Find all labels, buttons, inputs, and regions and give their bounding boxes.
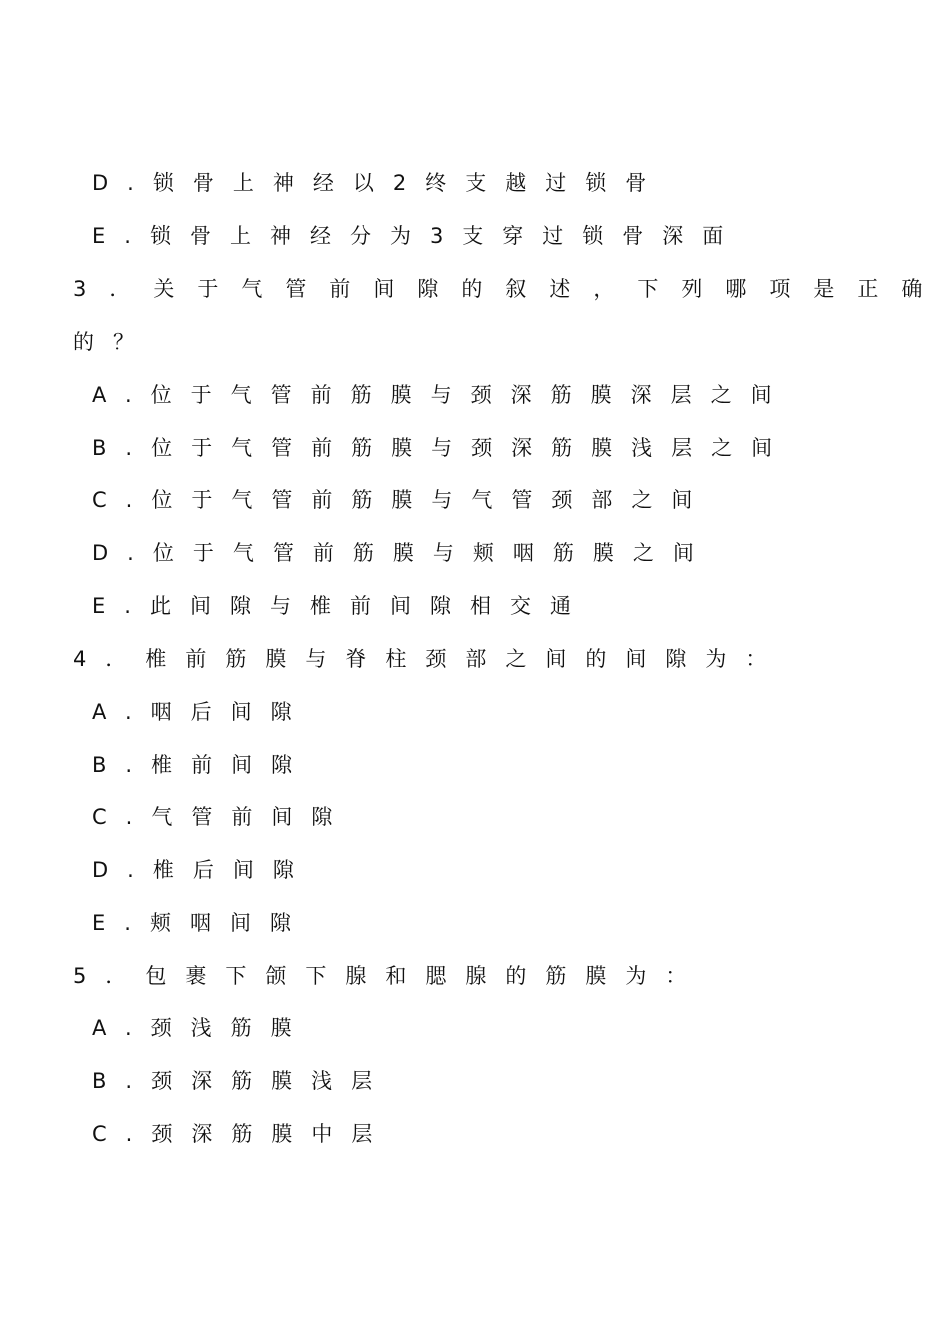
question-3: 3．关于气管前间隙的叙述，下列哪项是正确	[73, 277, 946, 301]
question-4: 4．椎前筋膜与脊柱颈部之间的间隙为：	[73, 647, 786, 671]
option-c-q4: C.气管前间隙	[92, 805, 352, 829]
question-3-continued: 的？	[73, 330, 153, 354]
option-c-q5: C.颈深筋膜中层	[92, 1122, 392, 1146]
option-b-q5: B.颈深筋膜浅层	[92, 1069, 392, 1093]
option-d-q2: D.锁骨上神经以2终支越过锁骨	[92, 171, 666, 195]
option-a-q4: A.咽后间隙	[92, 700, 311, 724]
option-a-q5: A.颈浅筋膜	[92, 1016, 311, 1040]
option-b-q3: B.位于气管前筋膜与颈深筋膜浅层之间	[92, 436, 792, 460]
option-a-q3: A.位于气管前筋膜与颈深筋膜深层之间	[92, 383, 791, 407]
option-d-q3: D.位于气管前筋膜与颊咽筋膜之间	[92, 541, 713, 565]
option-c-q3: C.位于气管前筋膜与气管颈部之间	[92, 488, 712, 512]
question-5: 5．包裹下颌下腺和腮腺的筋膜为：	[73, 964, 706, 988]
option-e-q3: E.此间隙与椎前间隙相交通	[92, 594, 590, 618]
option-e-q2: E.锁骨上神经分为3支穿过锁骨深面	[92, 224, 743, 248]
option-b-q4: B.椎前间隙	[92, 753, 312, 777]
option-e-q4: E.颊咽间隙	[92, 911, 310, 935]
option-d-q4: D.椎后间隙	[92, 858, 313, 882]
